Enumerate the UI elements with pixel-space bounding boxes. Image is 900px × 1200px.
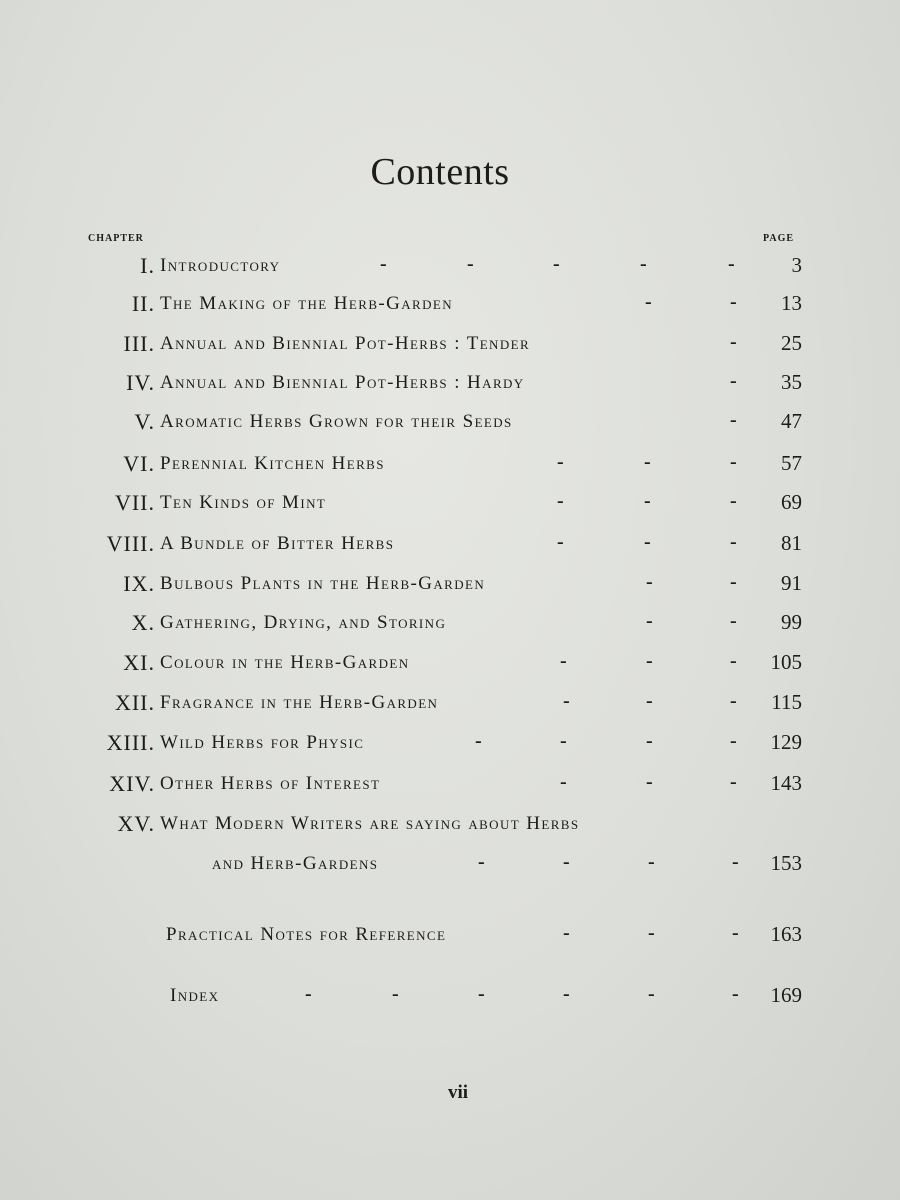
chapter-number: II. (131, 291, 155, 316)
chapter-title-continuation: and Herb-Gardens (212, 853, 379, 874)
leader-dash: - (730, 451, 737, 473)
toc-entry[interactable] (0, 571, 900, 603)
page-column-header: PAGE (763, 233, 795, 244)
leader-dash: - (732, 922, 739, 944)
page-number: 35 (781, 370, 802, 394)
chapter-number: XIII. (106, 730, 155, 755)
page-folio: vii (447, 1082, 469, 1103)
page-number: 3 (791, 253, 802, 277)
chapter-title: Bulbous Plants in the Herb-Garden (160, 573, 486, 594)
leader-dash: - (730, 490, 737, 512)
chapter-title: A Bundle of Bitter Herbs (160, 533, 395, 554)
page-number: 99 (781, 610, 802, 634)
toc-entry[interactable] (0, 922, 900, 954)
toc-entry[interactable] (0, 490, 900, 522)
chapter-title: Aromatic Herbs Grown for their Seeds (160, 411, 513, 432)
page-title: Contents (370, 151, 510, 193)
page-number: 91 (781, 571, 802, 595)
page-number: 115 (771, 690, 802, 714)
leader-dash: - (467, 253, 474, 275)
chapter-number: IX. (123, 571, 155, 596)
leader-dash: - (732, 851, 739, 873)
leader-dash: - (478, 983, 485, 1005)
leader-dash: - (646, 650, 653, 672)
leader-dash: - (648, 922, 655, 944)
section-title: Index (170, 985, 220, 1006)
leader-dash: - (557, 490, 564, 512)
chapter-column-header: CHAPTER (88, 233, 144, 244)
chapter-title: Perennial Kitchen Herbs (160, 453, 385, 474)
chapter-title: Other Herbs of Interest (160, 773, 381, 794)
leader-dash: - (732, 983, 739, 1005)
chapter-title: Annual and Biennial Pot-Herbs : Tender (160, 333, 531, 354)
page-number: 105 (770, 650, 802, 674)
chapter-title: Introductory (160, 255, 281, 276)
chapter-number: X. (131, 610, 155, 635)
leader-dash: - (645, 291, 652, 313)
leader-dash: - (305, 983, 312, 1005)
leader-dash: - (646, 771, 653, 793)
chapter-title: Wild Herbs for Physic (160, 732, 365, 753)
page-number: 153 (770, 851, 802, 875)
chapter-title: Colour in the Herb-Garden (160, 652, 410, 673)
leader-dash: - (730, 771, 737, 793)
chapter-number: XV. (117, 811, 155, 836)
chapter-title: The Making of the Herb-Garden (160, 293, 454, 314)
leader-dash: - (563, 690, 570, 712)
toc-entry[interactable] (0, 331, 900, 363)
leader-dash: - (646, 610, 653, 632)
leader-dash: - (563, 851, 570, 873)
leader-dash: - (560, 730, 567, 752)
chapter-number: III. (123, 331, 155, 356)
chapter-number: IV. (126, 370, 155, 395)
toc-entry[interactable] (0, 253, 900, 285)
leader-dash: - (728, 253, 735, 275)
toc-entry[interactable] (0, 690, 900, 722)
leader-dash: - (730, 370, 737, 392)
page-number: 69 (781, 490, 802, 514)
chapter-number: I. (140, 253, 155, 278)
chapter-number: XI. (123, 650, 155, 675)
toc-entry[interactable] (0, 730, 900, 762)
leader-dash: - (730, 650, 737, 672)
leader-dash: - (648, 983, 655, 1005)
leader-dash: - (478, 851, 485, 873)
leader-dash: - (560, 771, 567, 793)
toc-entry[interactable] (0, 771, 900, 803)
leader-dash: - (560, 650, 567, 672)
leader-dash: - (646, 571, 653, 593)
toc-entry[interactable] (0, 291, 900, 323)
page-number: 169 (770, 983, 802, 1007)
chapter-number: VII. (114, 490, 155, 515)
leader-dash: - (730, 331, 737, 353)
leader-dash: - (730, 291, 737, 313)
toc-entry[interactable] (0, 409, 900, 441)
chapter-title: Ten Kinds of Mint (160, 492, 327, 513)
toc-entry[interactable] (0, 811, 900, 843)
toc-entry[interactable] (0, 370, 900, 402)
chapter-number: V. (134, 409, 155, 434)
section-title: Practical Notes for Reference (166, 924, 447, 945)
leader-dash: - (730, 610, 737, 632)
page-number: 25 (781, 331, 802, 355)
chapter-title: Annual and Biennial Pot-Herbs : Hardy (160, 372, 525, 393)
chapter-number: XII. (114, 690, 155, 715)
toc-entry[interactable] (0, 650, 900, 682)
leader-dash: - (553, 253, 560, 275)
leader-dash: - (557, 531, 564, 553)
leader-dash: - (644, 531, 651, 553)
chapter-number: XIV. (109, 771, 155, 796)
leader-dash: - (648, 851, 655, 873)
leader-dash: - (557, 451, 564, 473)
leader-dash: - (644, 451, 651, 473)
leader-dash: - (730, 690, 737, 712)
chapter-number: VIII. (106, 531, 155, 556)
leader-dash: - (646, 690, 653, 712)
page-number: 57 (781, 451, 802, 475)
leader-dash: - (380, 253, 387, 275)
leader-dash: - (646, 730, 653, 752)
toc-entry[interactable] (0, 451, 900, 483)
page-number: 129 (770, 730, 802, 754)
toc-entry[interactable] (0, 610, 900, 642)
leader-dash: - (730, 531, 737, 553)
page-number: 47 (781, 409, 802, 433)
leader-dash: - (730, 730, 737, 752)
leader-dash: - (730, 409, 737, 431)
toc-entry[interactable] (0, 531, 900, 563)
chapter-number: VI. (123, 451, 155, 476)
leader-dash: - (640, 253, 647, 275)
leader-dash: - (475, 730, 482, 752)
page-number: 81 (781, 531, 802, 555)
page-number: 143 (770, 771, 802, 795)
leader-dash: - (392, 983, 399, 1005)
chapter-title: Gathering, Drying, and Storing (160, 612, 447, 633)
toc-entry-continuation[interactable] (0, 851, 900, 883)
leader-dash: - (563, 983, 570, 1005)
leader-dash: - (563, 922, 570, 944)
chapter-title: What Modern Writers are saying about Herbs (160, 813, 580, 834)
page-number: 13 (781, 291, 802, 315)
leader-dash: - (730, 571, 737, 593)
leader-dash: - (644, 490, 651, 512)
page-number: 163 (770, 922, 802, 946)
chapter-title: Fragrance in the Herb-Garden (160, 692, 439, 713)
toc-entry[interactable] (0, 983, 900, 1015)
